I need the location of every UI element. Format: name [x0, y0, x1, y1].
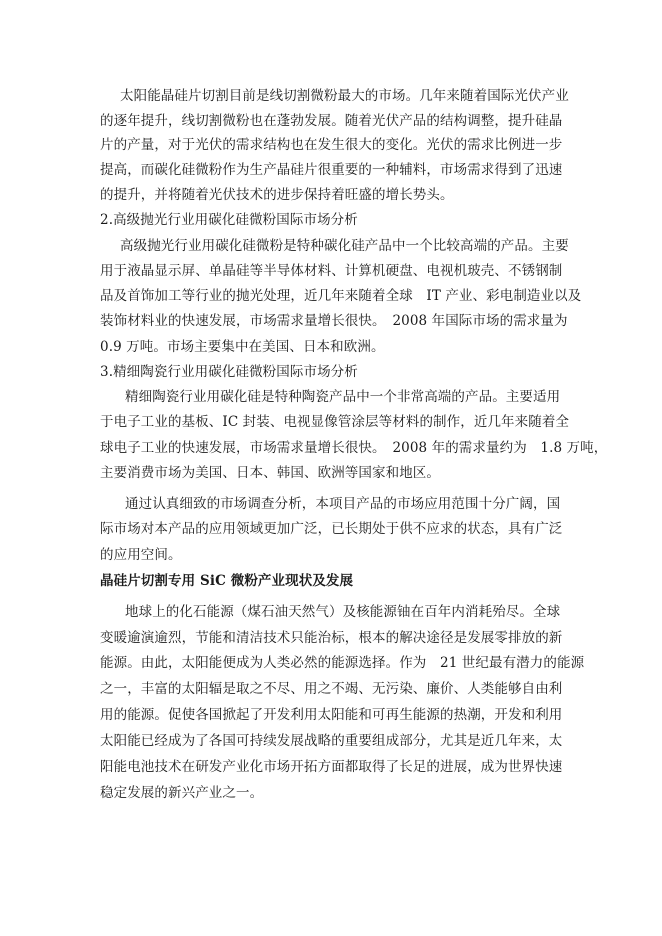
paragraph-line: 通过认真细致的市场调查分析，本项目产品的市场应用范围十分广阔，国 — [125, 496, 561, 512]
paragraph-line: 0.9 万吨。市场主要集中在美国、日本和欧洲。 — [100, 339, 385, 355]
paragraph-line: 变暖逾演逾烈，节能和清洁技术只能治标，根本的解决途径是发展零排放的新 — [100, 630, 563, 646]
paragraph-line: 能源。由此，太阳能便成为人类必然的能源选择。作为 21 世纪最有潜力的能源 — [100, 655, 585, 671]
section-heading: 晶硅片切割专用 SiC 微粉产业现状及发展 — [100, 573, 354, 589]
paragraph-line: 精细陶瓷行业用碳化硅是特种陶瓷产品中一个非常高端的产品。主要适用 — [125, 389, 561, 405]
paragraph-line: 高级抛光行业用碳化硅微粉是特种碳化硅产品中一个比较高端的产品。主要 — [120, 238, 569, 254]
paragraph-line: 用于液晶显示屏、单晶硅等半导体材料、计算机硬盘、电视机玻壳、不锈钢制 — [100, 263, 563, 279]
paragraph-line: 稳定发展的新兴产业之一。 — [100, 785, 264, 801]
paragraph-line: 球电子工业的快速发展，市场需求量增长很快。 2008 年的需求量约为 1.8 万吨， — [100, 440, 608, 456]
paragraph-line: 主要消费市场为美国、日本、韩国、欧洲等国家和地区。 — [100, 465, 440, 481]
paragraph-line: 的应用空间。 — [100, 547, 182, 563]
paragraph-line: 地球上的化石能源（煤石油天然气）及核能源铀在百年内消耗殆尽。全球 — [125, 604, 561, 620]
paragraph-line: 太阳能晶硅片切割目前是线切割微粉最大的市场。几年来随着国际光伏产业 — [120, 88, 569, 104]
paragraph-line: 于电子工业的基板、IC 封装、电视显像管涂层等材料的制作，近几年来随着全 — [100, 414, 570, 430]
paragraph-line: 阳能电池技术在研发产业化市场开拓方面都取得了长足的进展，成为世界快速 — [100, 759, 563, 775]
paragraph-line: 之一，丰富的太阳辐是取之不尽、用之不竭、无污染、廉价、人类能够自由利 — [100, 681, 563, 697]
section-heading: 3.精细陶瓷行业用碳化硅微粉国际市场分析 — [100, 364, 358, 380]
paragraph-line: 际市场对本产品的应用领域更加广泛，已长期处于供不应求的状态，具有广泛 — [100, 521, 563, 537]
section-heading: 2.高级抛光行业用碳化硅微粉国际市场分析 — [100, 212, 358, 228]
paragraph-line: 太阳能已经成为了各国可持续发展战略的重要组成部分，尤其是近几年来，太 — [100, 733, 563, 749]
paragraph-line: 提高，而碳化硅微粉作为生产晶硅片很重要的一种辅料，市场需求得到了迅速 — [100, 162, 563, 178]
paragraph-line: 片的产量，对于光伏的需求结构也在发生很大的变化。光伏的需求比例进一步 — [100, 137, 563, 153]
paragraph-line: 的逐年提升，线切割微粉也在蓬勃发展。随着光伏产品的结构调整，提升硅晶 — [100, 113, 563, 129]
paragraph-line: 装饰材料业的快速发展，市场需求量增长很快。 2008 年国际市场的需求量为 — [100, 313, 568, 329]
paragraph-line: 品及首饰加工等行业的抛光处理，近几年来随着全球 IT 产业、彩电制造业以及 — [100, 288, 582, 304]
paragraph-line: 的提升，并将随着光伏技术的进步保持着旺盛的增长势头。 — [100, 187, 454, 203]
paragraph-line: 用的能源。促使各国掀起了开发利用太阳能和可再生能源的热潮，开发和利用 — [100, 707, 563, 723]
